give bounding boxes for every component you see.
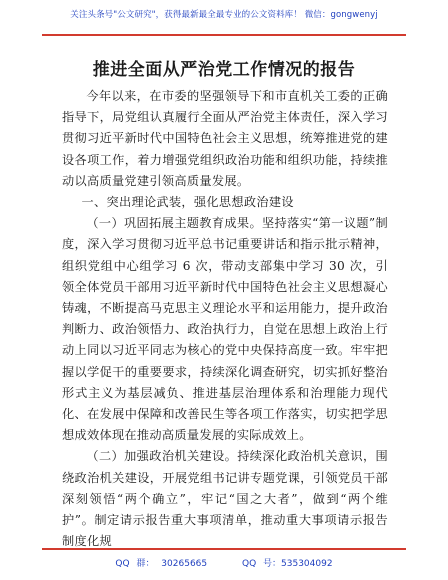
footer-contact xyxy=(0,556,448,569)
document-body xyxy=(62,86,388,552)
section-heading: 一、突出理论武装，强化思想政治建设 xyxy=(81,195,294,210)
footer-qq-number: QQ 号：535304092 xyxy=(242,559,333,569)
body-paragraph: （二）加强政治机关建设。持续深化政治机关意识，围绕政治机关建设，开展党组书记讲专题党课，引领党员干部深刻领悟“两个确立”，牢记“国之大者”，做到“两个维护”。制定请示报告重大事项清单，推动重大事项请示报告制度化规 xyxy=(62,449,388,549)
header-banner: 关注头条号"公文研究"，获得最新最全最专业的公文资料库！ 微信：gongwenyj xyxy=(70,10,378,20)
footer-qq-group: QQ 群： 30265665 xyxy=(115,559,208,569)
body-paragraph: （一）巩固拓展主题教育成果。坚持落实“第一议题”制度，深入学习贯彻习近平总书记重要讲话和指示批示精神，组织党组中心组学习 6 次，带动支部集中学习 30 次，引领全体党员干部用习近平新时代中国特色社会主义思想凝心铸魂，不断提高马克思主义理论水平和运用能力，提升政治判断力、政治领悟力、政治执行力，自觉在思想上政治上行动上同以习近平同志为核心的党中央保持高度一致。牢牢把握以学促干的重要要求，持续深化调查研究，切实抓好整治形式主义为基层减负、推进基层治理体系和治理能力现代化、在发展中保障和改善民生等各项工作落实，切实把学思想成效体现在推动高质量发展的实际成效上。 xyxy=(62,216,388,443)
document-title: 推进全面从严治党工作情况的报告 xyxy=(92,60,356,80)
footer-divider xyxy=(42,548,406,550)
header-divider xyxy=(42,34,406,36)
intro-paragraph: 今年以来，在市委的坚强领导下和市直机关工委的正确指导下，局党组认真履行全面从严治党主体责任，深入学习贯彻习近平新时代中国特色社会主义思想，统筹推进党的建设各项工作，着力增强党组织政治功能和组织功能，持续推动以高质量党建引领高质量发展。 xyxy=(62,89,388,188)
